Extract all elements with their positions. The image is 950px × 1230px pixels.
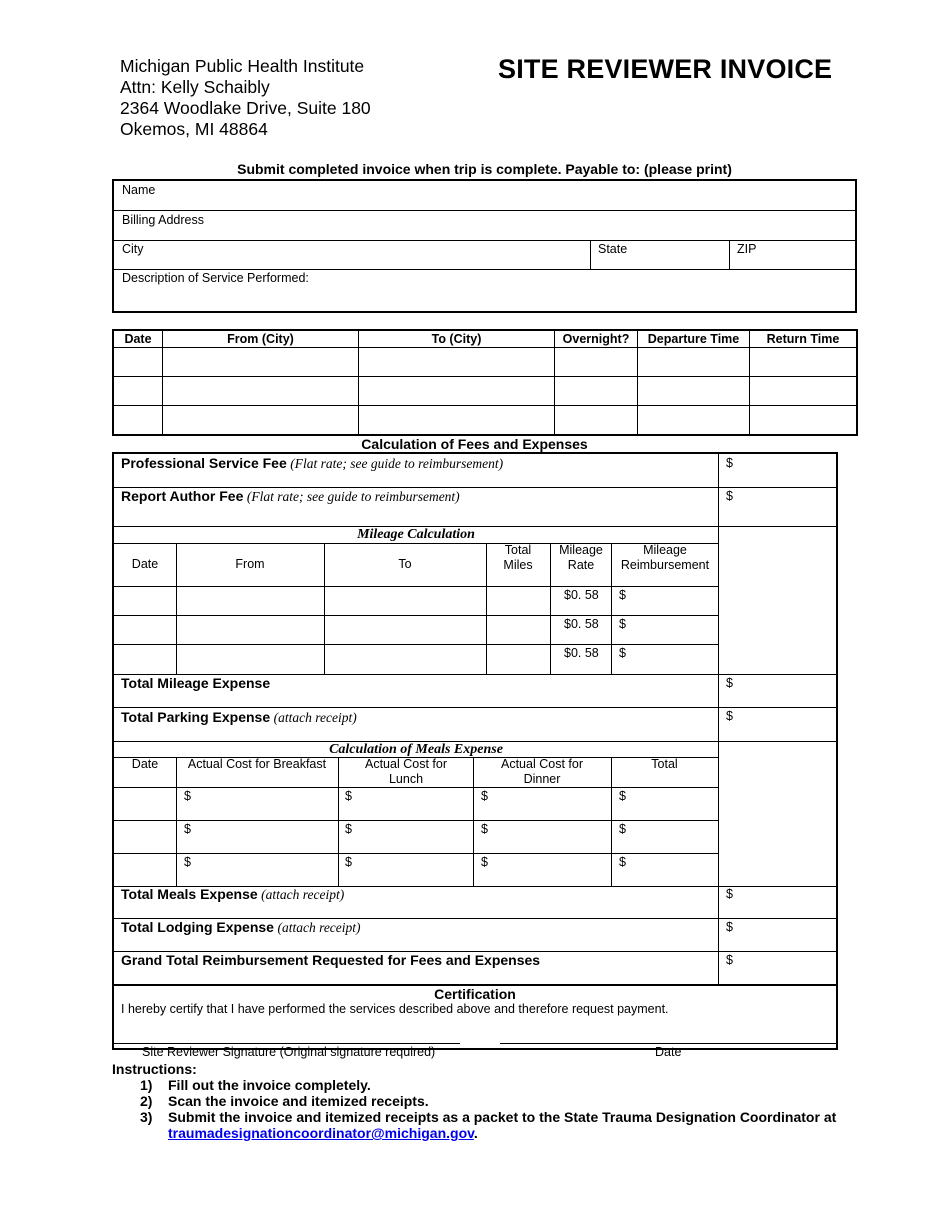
divider xyxy=(114,820,718,821)
professional-fee-amount[interactable]: $ xyxy=(726,456,733,470)
total-parking-row xyxy=(121,710,357,726)
professional-fee-label: Professional Service Fee xyxy=(121,455,287,471)
grand-total-label: Grand Total Reimbursement Requested for Fees and Expenses xyxy=(121,952,541,968)
date-line[interactable] xyxy=(500,1043,836,1044)
breakfast-amount[interactable]: $ xyxy=(184,789,191,803)
total-mileage-amount[interactable]: $ xyxy=(726,676,733,690)
divider xyxy=(114,615,718,616)
total-lodging-amount[interactable]: $ xyxy=(726,920,733,934)
meal-total-amount[interactable]: $ xyxy=(619,789,626,803)
meal-total-amount[interactable]: $ xyxy=(619,855,626,869)
trip-header: Departure Time xyxy=(638,330,750,348)
mileage-amount[interactable]: $ xyxy=(619,617,626,631)
mileage-rate: $0. 58 xyxy=(564,588,599,602)
divider xyxy=(611,757,612,886)
total-lodging-row xyxy=(121,920,361,936)
instructions-title: Instructions: xyxy=(112,1061,197,1077)
mileage-header: To xyxy=(398,557,412,571)
divider xyxy=(114,586,718,587)
mileage-amount[interactable]: $ xyxy=(619,588,626,602)
report-fee-row xyxy=(121,489,460,505)
meals-header: Total xyxy=(651,757,678,771)
mileage-header: From xyxy=(235,557,265,571)
professional-fee-note: (Flat rate; see guide to reimbursement) xyxy=(290,456,504,471)
amount-column-divider xyxy=(718,454,719,984)
meals-header: Date xyxy=(131,757,159,771)
dinner-amount[interactable]: $ xyxy=(481,855,488,869)
report-fee-amount[interactable]: $ xyxy=(726,489,733,503)
mileage-rate: $0. 58 xyxy=(564,646,599,660)
divider xyxy=(114,787,718,788)
trip-header: Date xyxy=(113,330,163,348)
attach-receipt-note: (attach receipt) xyxy=(261,887,345,902)
state-label: State xyxy=(598,242,628,256)
mileage-header: Mileage Reimbursement xyxy=(620,543,710,572)
trip-cell[interactable] xyxy=(113,348,163,377)
trip-cell[interactable] xyxy=(750,348,858,377)
grand-total-amount[interactable]: $ xyxy=(726,953,733,967)
trip-cell[interactable] xyxy=(359,406,555,436)
address-line: Attn: Kelly Schaibly xyxy=(120,77,270,97)
trip-cell[interactable] xyxy=(163,377,359,406)
divider xyxy=(176,757,177,886)
trip-header: Return Time xyxy=(750,330,858,348)
trip-cell[interactable] xyxy=(638,377,750,406)
trip-cell[interactable] xyxy=(638,406,750,436)
divider xyxy=(729,241,730,269)
breakfast-amount[interactable]: $ xyxy=(184,822,191,836)
meals-header: Actual Cost for Lunch xyxy=(365,757,447,786)
total-parking-label: Total Parking Expense xyxy=(121,709,271,725)
divider xyxy=(611,543,612,674)
divider xyxy=(550,543,551,674)
mailing-address xyxy=(120,56,371,140)
mileage-header: Mileage Rate xyxy=(559,543,603,572)
trip-header: Overnight? xyxy=(555,330,638,348)
trip-header: To (City) xyxy=(359,330,555,348)
attach-receipt-note: (attach receipt) xyxy=(273,710,357,725)
trip-cell[interactable] xyxy=(359,348,555,377)
meals-header: Actual Cost for Breakfast xyxy=(187,757,327,771)
coordinator-email-link[interactable]: traumadesignationcoordinator@michigan.gov xyxy=(168,1125,474,1141)
email-line xyxy=(168,1125,478,1141)
trip-header: From (City) xyxy=(163,330,359,348)
mileage-header: Total Miles xyxy=(503,543,533,572)
trip-cell[interactable] xyxy=(555,348,638,377)
trip-cell[interactable] xyxy=(359,377,555,406)
dinner-amount[interactable]: $ xyxy=(481,822,488,836)
lunch-amount[interactable]: $ xyxy=(345,822,352,836)
lunch-amount[interactable]: $ xyxy=(345,789,352,803)
mileage-amount[interactable]: $ xyxy=(619,646,626,660)
trip-cell[interactable] xyxy=(163,348,359,377)
report-fee-label: Report Author Fee xyxy=(121,488,244,504)
description-label: Description of Service Performed: xyxy=(122,271,309,285)
trip-table xyxy=(112,329,858,436)
total-lodging-label: Total Lodging Expense xyxy=(121,919,274,935)
instruction-step: Submit the invoice and itemized receipts as a packet to the State Trauma Designation Coordinator at xyxy=(168,1109,837,1125)
date-label: Date xyxy=(655,1045,682,1059)
step-number: 3) xyxy=(140,1109,153,1125)
professional-fee-row xyxy=(121,456,503,472)
mileage-header: Date xyxy=(131,557,159,571)
name-field[interactable] xyxy=(114,181,855,211)
address-line: 2364 Woodlake Drive, Suite 180 xyxy=(120,98,371,118)
instruction-step: Scan the invoice and itemized receipts. xyxy=(168,1093,429,1109)
payee-box xyxy=(112,179,857,313)
calc-title: Calculation of Fees and Expenses xyxy=(361,436,588,452)
attach-receipt-note: (attach receipt) xyxy=(277,920,361,935)
period: . xyxy=(473,1125,478,1141)
breakfast-amount[interactable]: $ xyxy=(184,855,191,869)
trip-cell[interactable] xyxy=(163,406,359,436)
divider xyxy=(486,543,487,674)
address-line: Okemos, MI 48864 xyxy=(120,119,268,139)
mileage-rate: $0. 58 xyxy=(564,617,599,631)
trip-cell[interactable] xyxy=(113,377,163,406)
total-meals-row xyxy=(121,887,344,903)
meals-title: Calculation of Meals Expense xyxy=(329,742,503,757)
submit-note: Submit completed invoice when trip is complete. Payable to: (please print) xyxy=(237,161,732,177)
trip-cell[interactable] xyxy=(750,377,858,406)
trip-cell[interactable] xyxy=(750,406,858,436)
table-row xyxy=(113,377,857,406)
billing-address-label: Billing Address xyxy=(122,213,204,227)
trip-cell[interactable] xyxy=(555,406,638,436)
divider xyxy=(473,757,474,886)
trip-cell[interactable] xyxy=(555,377,638,406)
billing-address-field[interactable] xyxy=(114,211,855,241)
table-row xyxy=(113,348,857,377)
fees-expenses-box xyxy=(112,452,838,1059)
signature-line[interactable] xyxy=(114,1043,460,1044)
divider xyxy=(114,853,718,854)
divider xyxy=(114,707,836,708)
name-label: Name xyxy=(122,183,156,197)
meals-header: Actual Cost for Dinner xyxy=(501,757,583,786)
city-label: City xyxy=(122,242,144,256)
step-number: 2) xyxy=(140,1093,153,1109)
signature-label: Site Reviewer Signature (Original signature required) xyxy=(142,1045,436,1059)
trip-cell[interactable] xyxy=(638,348,750,377)
divider xyxy=(114,644,718,645)
total-meals-label: Total Meals Expense xyxy=(121,886,258,902)
total-mileage-label: Total Mileage Expense xyxy=(121,675,271,691)
divider xyxy=(590,241,591,269)
certification-text: I hereby certify that I have performed the services described above and therefore request payment. xyxy=(121,1002,669,1016)
table-row xyxy=(113,406,857,436)
total-meals-amount[interactable]: $ xyxy=(726,887,733,901)
trip-cell[interactable] xyxy=(113,406,163,436)
step-number: 1) xyxy=(140,1077,153,1093)
address-line: Michigan Public Health Institute xyxy=(120,56,365,76)
page-title: SITE REVIEWER INVOICE xyxy=(498,54,833,84)
report-fee-note: (Flat rate; see guide to reimbursement) xyxy=(246,489,460,504)
city-state-zip-row xyxy=(114,241,855,270)
certification-title: Certification xyxy=(434,986,516,1002)
trip-header-row xyxy=(113,330,857,348)
mileage-title: Mileage Calculation xyxy=(357,527,475,542)
divider xyxy=(338,757,339,886)
total-parking-amount[interactable]: $ xyxy=(726,709,733,723)
meal-total-amount[interactable]: $ xyxy=(619,822,626,836)
dinner-amount[interactable]: $ xyxy=(481,789,488,803)
lunch-amount[interactable]: $ xyxy=(345,855,352,869)
zip-label: ZIP xyxy=(737,242,757,256)
instruction-step: Fill out the invoice completely. xyxy=(168,1077,371,1093)
